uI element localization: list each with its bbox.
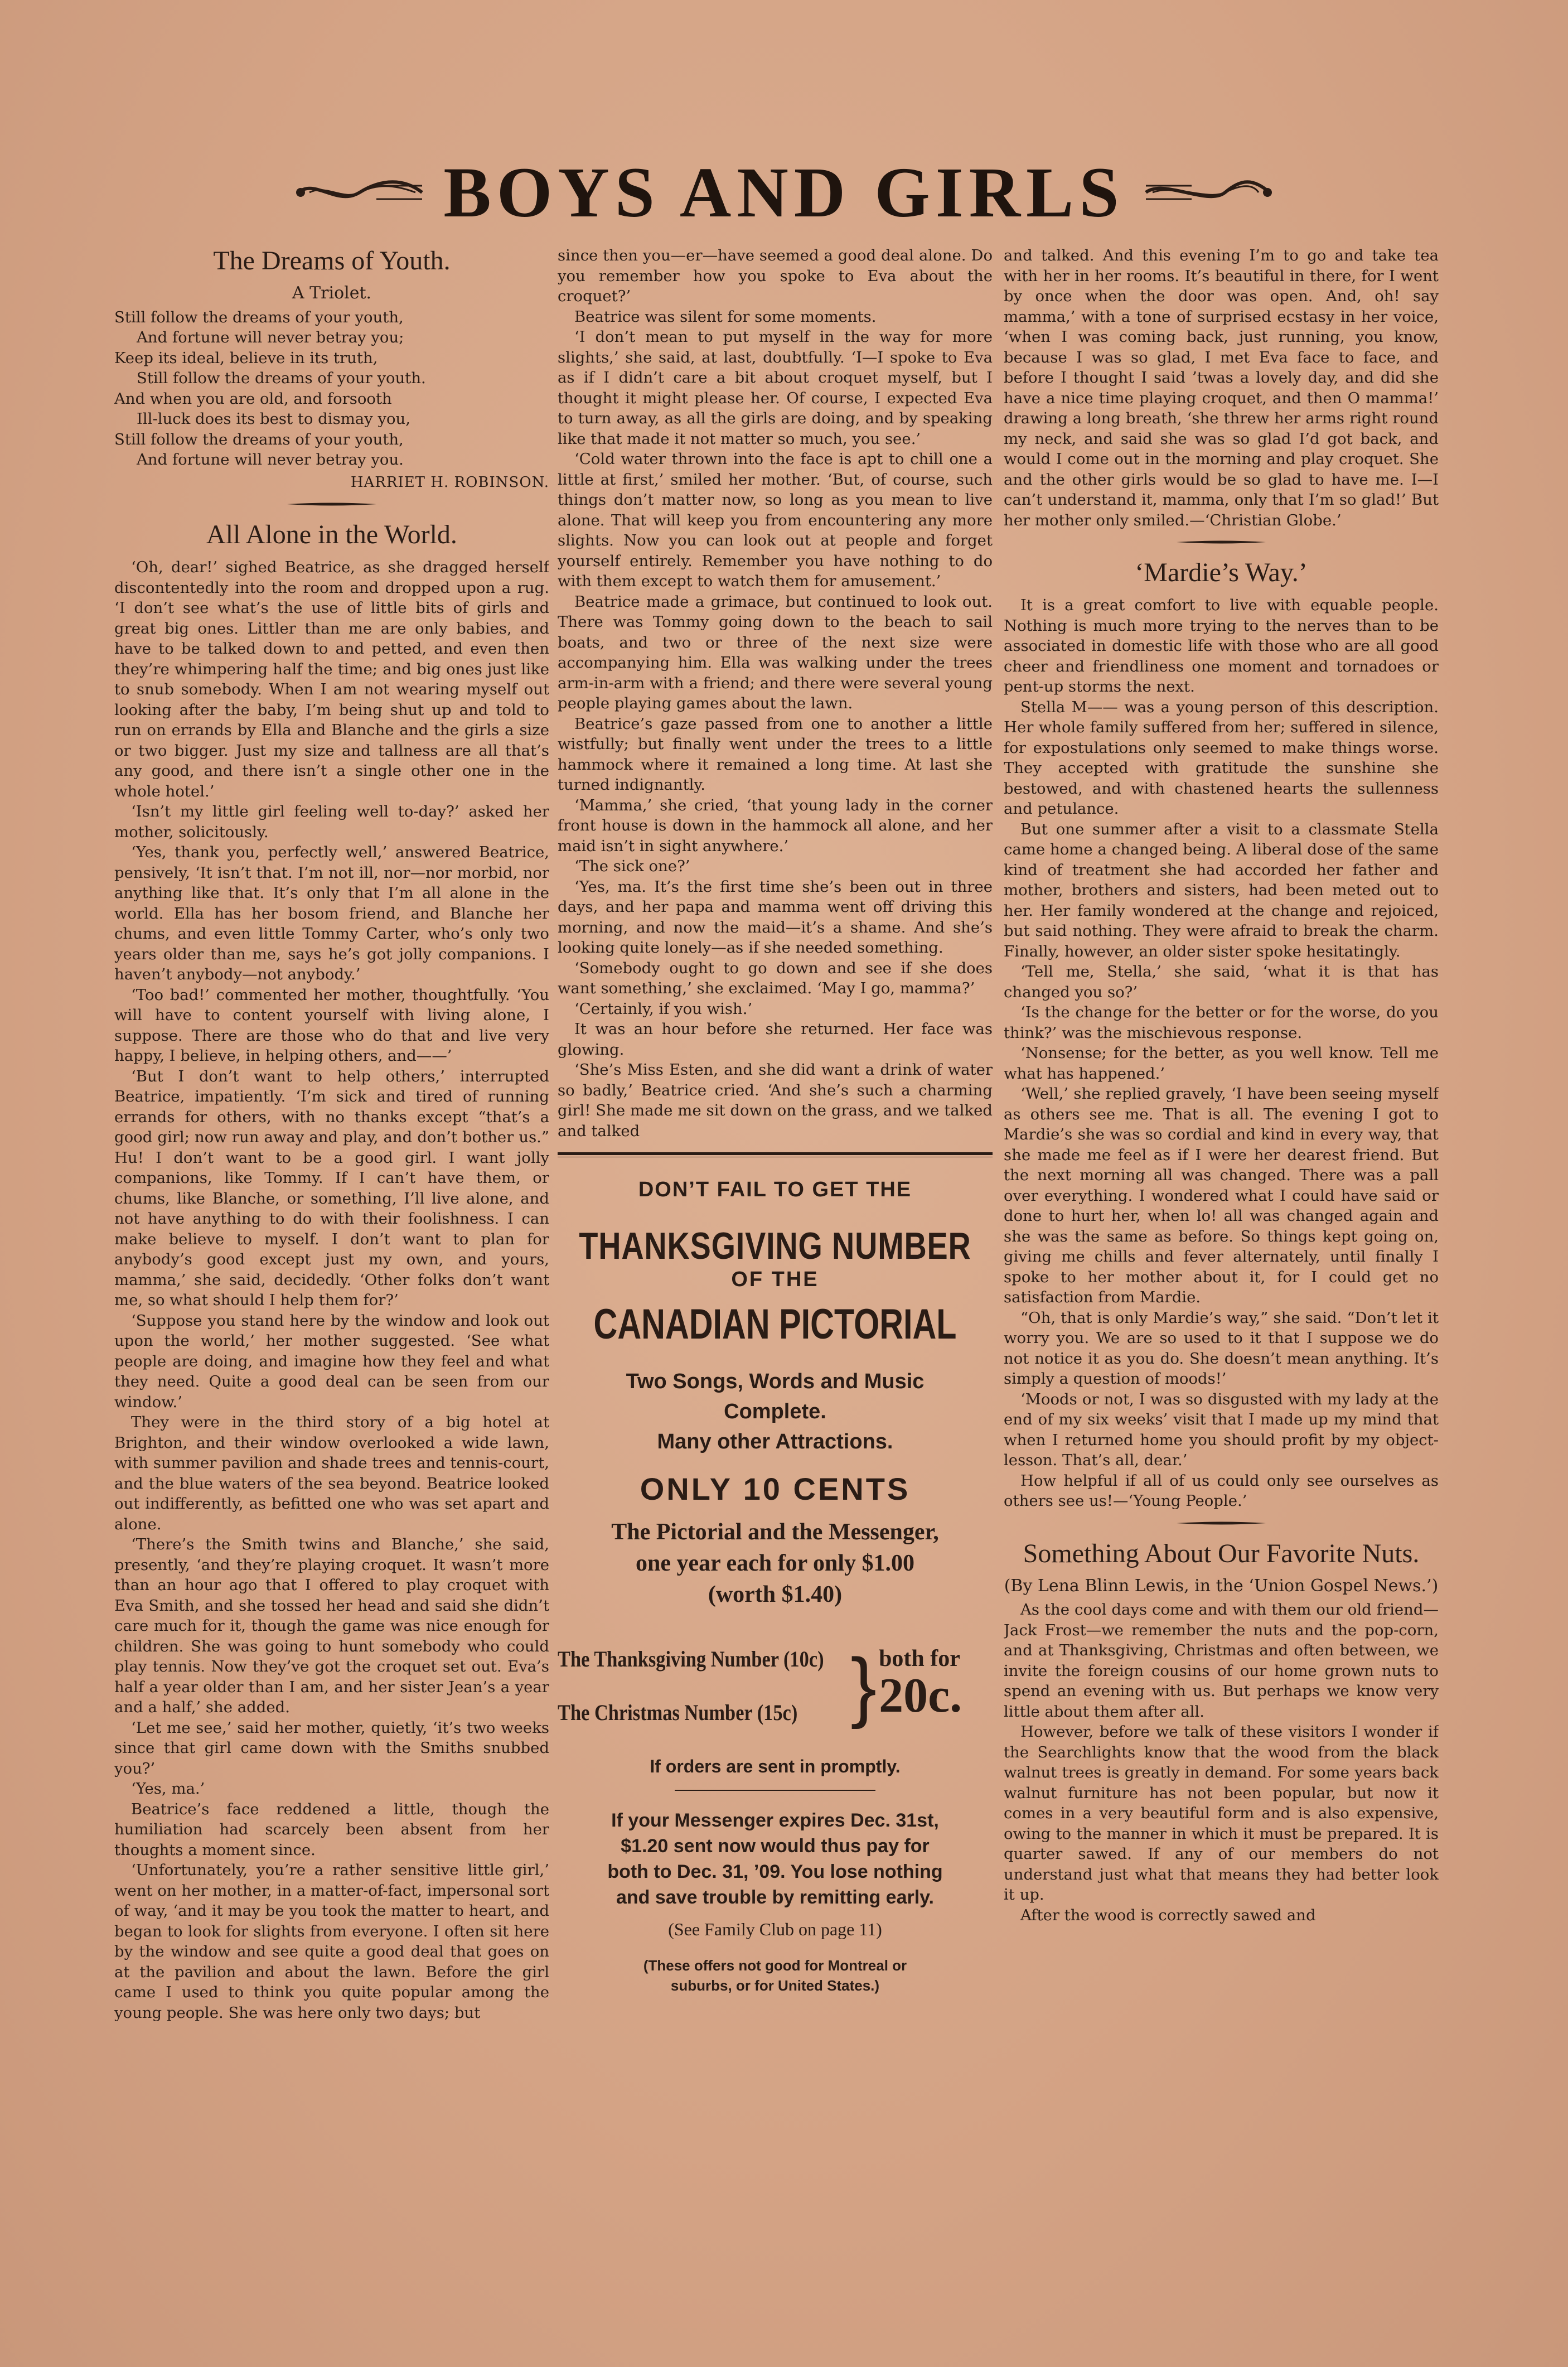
ad-renewal-line: If your Messenger expires Dec. 31st, — [611, 1810, 939, 1831]
column-1 — [114, 245, 549, 2276]
story-paragraph: Beatrice’s face reddened a little, though the humiliation had scarcely been absent from her thoughts a moment since. — [114, 1800, 549, 1859]
ad-feature-line: Many other Attractions. — [657, 1430, 893, 1453]
ad-title: THANKSGIVING NUMBER — [579, 1224, 971, 1267]
advertisement — [558, 1180, 993, 1996]
ad-both-for: both for — [879, 1646, 960, 1672]
section-divider — [1177, 1520, 1266, 1526]
story-paragraph: ‘Cold water thrown into the face is apt to chill one a little at first,’ smiled her mother. ‘But, of course, such things don’t matter now, so long as you mean to live alone. That will keep you from encountering any more slights. Now you can look out at people and forget yourself entirely. Remember you have nothing to do with them except to watch them for amusement.’ — [558, 450, 993, 590]
story-title: ‘Mardie’s Way.’ — [1135, 558, 1308, 587]
ad-features — [558, 1366, 993, 1457]
poem-line: Keep its ideal, believe in its truth, — [114, 349, 378, 367]
story-paragraph: ‘The sick one?’ — [574, 857, 690, 875]
story-paragraph: and talked. And this evening I’m to go and take tea with her in her rooms. It’s beautiful in there, for I went by once when the door was open. And, oh! say mamma,’ with a tone of surprised ecstasy in her voice, ‘when I was coming back, just running, you know, because I was so glad, I met Eva face to face, and before I thought I said ’twas a lovely day, and did she have a nice time playing croquet, and then O mamma!’ drawing a long breath, ‘she threw her arms right round my neck, and said she was so glad I’d got back, and would I come out in the morning and play croquet. She and the other girls would be so glad to have me. I—I can’t understand it, mamma, only that I’m so glad!’ But her mother only smiled.—‘Christian Globe.’ — [1004, 247, 1439, 529]
story-paragraph: ‘Suppose you stand here by the window and look out upon the world,’ her mother suggested. ‘See what people are doing, and imagine how they feel and what they need. Quite a good deal can be seen from our window.’ — [114, 1311, 549, 1411]
masthead — [0, 151, 1568, 234]
section-divider — [287, 501, 376, 507]
story-paragraph: Stella M—— was a young person of this description. Her whole family suffered from her; suffered in silence, for expostulations only seemed to make things worse. They accepted with gratitude the sunshine she bestowed, and with chastened hearts the sullenness and petulance. — [1004, 698, 1439, 818]
story-paragraph: As the cool days come and with them our old friend—Jack Frost—we remember the nuts and the pop-corn, and at Thanksgiving, Christmas and often between, we invite the foreign cousins of our home grown nuts to spend an evening with us. But perhaps we know very little about them after all. — [1004, 1601, 1439, 1721]
column-3 — [1004, 245, 1439, 2276]
ad-publication: CANADIAN PICTORIAL — [593, 1301, 957, 1348]
ad-renewal-line: both to Dec. 31, ’09. You lose nothing — [607, 1861, 943, 1882]
column-2 — [558, 245, 993, 2276]
ad-price: ONLY 10 CENTS — [640, 1471, 911, 1506]
ad-condition: If orders are sent in promptly. — [650, 1756, 901, 1776]
story-paragraph: ‘Tell me, Stella,’ she said, ‘what it is that has changed you so?’ — [1004, 963, 1439, 1001]
story-paragraph: ‘Oh, dear!’ sighed Beatrice, as she dragged herself discontentedly into the room and dropped upon a rug. ‘I don’t see what’s the use of little bits of girls and great big ones. Littler than me are only babies, and have to be talked down to and petted, and even then they’re whimpering half the time; and big ones just like to snub somebody. When I am not wearing myself out looking after the baby, I’m being shut up and told to run on errands by Ella and Blanche and the girls a size or two bigger. Just my size and tallness are all that’s any good, and there isn’t a single other one in the whole hotel.’ — [114, 558, 549, 800]
story-paragraph: Beatrice’s gaze passed from one to another a little wistfully; but finally went under the trees to a little hammock where it remained a long time. At last she turned indignantly. — [558, 714, 993, 794]
ad-offer-line: The Pictorial and the Messenger, — [611, 1519, 939, 1545]
poem-subtitle: A Triolet. — [292, 283, 372, 303]
story-paragraph: “Oh, that is only Mardie’s way,” she said. “Don’t let it worry you. We are so used to it that I suppose we do not notice it as you do. She doesn’t mean anything. It’s simply a question of moods!’ — [1004, 1308, 1439, 1388]
ad-top-rule — [558, 1152, 993, 1157]
story-title: Something About Our Favorite Nuts. — [1023, 1538, 1420, 1568]
ad-offer-line: one year each for only $1.00 — [635, 1550, 915, 1576]
ad-divider — [675, 1790, 875, 1791]
ad-combo-offer — [558, 1632, 993, 1740]
story-paragraph: ‘But I don’t want to help others,’ interrupted Beatrice, impatiently. ‘I’m sick and tired of running errands for others, with no thanks except “that’s a good girl; now run away and play, and don’t bother us.” Hu! I don’t want to be a good girl. I want jolly companions, like Tommy. If I can’t have them, or chums, like Blanche, or something, I’ll live alone, and not have anything to do with their foolishness. I can make believe to myself. I don’t want to plan for anybody’s good except just my own, and yours, mamma,’ she said, decidedly. ‘Other folks don’t want me, so what should I help them for?’ — [114, 1067, 549, 1309]
ad-feature-line: Two Songs, Words and Music — [626, 1370, 925, 1393]
poem-line: Still follow the dreams of your youth, — [114, 308, 404, 326]
ad-offer-line: (worth $1.40) — [708, 1581, 843, 1607]
ad-combo-items — [558, 1632, 824, 1740]
poem-line: Still follow the dreams of your youth, — [114, 430, 404, 448]
story-paragraph: After the wood is correctly sawed and — [1020, 1906, 1316, 1924]
story-paragraph: ‘Well,’ she replied gravely, ‘I have been seeing myself as others see me. That is all. The evening I got to Mardie’s she was so cordial and kind in every way, that she made me feel as if I were her dearest friend. But the next morning all was changed. There was a pall over everything. I wondered what I could have said or done to hurt her, when lo! all was changed again and she was the same as before. So things kept going on, giving me chills and fever alternately, until finally I spoke to her mother about it, for I could get no satisfaction from Mardie. — [1004, 1085, 1439, 1306]
story-paragraph: ‘I don’t mean to put myself in the way for more slights,’ she said, at last, doubtfully. ‘I—I spoke to Eva as if I didn’t care a bit about croquet myself, but I thought it might please her. Of course, I expected Eva to turn away, as all the girls are doing, and by speaking like that made it not matter so much, you see.’ — [558, 328, 993, 448]
story-paragraph: They were in the third story of a big hotel at Brighton, and their window overlooked a wide lawn, with summer pavilion and shade trees and tennis-court, and the blue waters of the sea beyond. Beatrice looked out indifferently, as befitted one who was set apart and alone. — [114, 1413, 549, 1533]
poem-line: Ill-luck does its best to dismay you, — [137, 410, 410, 428]
story-paragraph: ‘She’s Miss Esten, and she did want a drink of water so badly,’ Beatrice cried. ‘And she’s such a charming girl! She made me sit down on the grass, and we talked and talked — [558, 1061, 993, 1140]
story-paragraph: ‘Let me see,’ said her mother, quietly, ‘it’s two weeks since that girl came down with the Smiths snubbed you?’ — [114, 1718, 549, 1777]
story-paragraph: ‘Too bad!’ commented her mother, thoughtfully. ‘You will have to content yourself with living alone, I suppose. There are those who do that and live very happy, I believe, in helping others, and——’ — [114, 986, 549, 1065]
right-flourish-ornament — [1141, 176, 1275, 209]
story-paragraph: It is a great comfort to live with equable people. Nothing is much more trying to the nerves than to be associated in domestic life with those who are all good cheer and friendliness one moment and tornadoes or pent-up storms the next. — [1004, 596, 1439, 695]
ad-renewal-line: $1.20 sent now would thus pay for — [621, 1835, 930, 1857]
story-paragraph: ‘Mamma,’ she cried, ‘that young lady in the corner front house is down in the hammock all alone, and her maid isn’t in sight anywhere.’ — [558, 796, 993, 855]
story-title: All Alone in the World. — [206, 520, 457, 549]
poem-verse — [114, 307, 549, 470]
story-paragraph: Beatrice made a grimace, but continued to look out. There was Tommy going down to the beach to sail boats, and two or three of the next size were accompanying him. Ella was walking under the trees arm-in-arm with a friend; and there were several young people playing games about the lawn. — [558, 592, 993, 712]
story-paragraph: since then you—er—have seemed a good deal alone. Do you remember how you spoke to Eva about the croquet?’ — [558, 247, 993, 305]
section-divider — [1177, 539, 1266, 545]
ad-renewal-note — [558, 1808, 993, 1910]
brace-glyph: } — [850, 1641, 877, 1730]
ad-renewal-line: and save trouble by remitting early. — [616, 1887, 934, 1908]
story-paragraph: ‘Nonsense; for the better, as you well know. Tell me what has happened.’ — [1004, 1044, 1439, 1083]
ad-offer — [558, 1516, 993, 1610]
ad-combo-amount: 20c. — [879, 1668, 962, 1723]
story-paragraph: ‘Yes, ma.’ — [131, 1780, 205, 1798]
story-paragraph: ‘Certainly, if you wish.’ — [574, 999, 753, 1018]
poem-line: Still follow the dreams of your youth. — [137, 369, 426, 387]
ad-see-page: (See Family Club on page 11) — [668, 1919, 882, 1939]
poem-title: The Dreams of Youth. — [213, 246, 451, 276]
poem-line: And when you are old, and forsooth — [114, 389, 392, 408]
ad-feature-line: Complete. — [724, 1400, 826, 1423]
story-paragraph: However, before we talk of these visitors I wonder if the Searchlights know that the wood from the black walnut trees is greatly in demand. For some years back walnut furniture has not been popular, but now it comes in a very beautiful form and is also expensive, owing to the manner in which it must be prepared. It is quarter sawed. If any of our members do not understand just what that means they had better look it up. — [1004, 1723, 1439, 1904]
poem-line: And fortune will never betray you. — [137, 451, 404, 468]
story-byline: (By Lena Blinn Lewis, in the ‘Union Gospel News.’) — [1004, 1576, 1439, 1596]
ad-of-the: OF THE — [731, 1267, 819, 1291]
story-paragraph: ‘Yes, thank you, perfectly well,’ answered Beatrice, pensively, ‘It isn’t that. I’m not ill, nor—nor morbid, nor anything like that. It’s only that I’m all alone in the world. Ella has her bosom friend, and Blanche her chums, and even little Tommy Carter, who’s only two years older than me, says he’s got jolly companions. I haven’t anybody—not anybody.’ — [114, 843, 549, 983]
ad-disclaimer-line: (These offers not good for Montreal or — [643, 1957, 907, 1974]
story-paragraph: ‘There’s the Smith twins and Blanche,’ she said, presently, ‘and they’re playing croquet. It wasn’t more than an hour ago that I offered to play croquet with Eva Smith, and she tossed her head and said she didn’t care much for it, though the game was nice enough for children. She was going to hunt somebody who could play tennis. Now they’ve got the croquet set out. Eva’s half a year older than I am, and her sister Jean’s a year and a half,’ she added. — [114, 1535, 549, 1716]
story-paragraph: It was an hour before she returned. Her face was glowing. — [558, 1020, 993, 1059]
ad-combo-item: The Thanksgiving Number (10c) — [558, 1646, 824, 1672]
story-paragraph: But one summer after a visit to a classmate Stella came home a changed being. A liberal dose of the same kind of treatment she had accorded her father and mother, brothers and sisters, had been meted out to her. Her family wondered at the change and rejoiced, but said nothing. They were afraid to break the charm. Finally, however, an older sister spoke hesitatingly. — [1004, 820, 1439, 960]
story-paragraph: ‘Yes, ma. It’s the first time she’s been out in three days, and her papa and mamma went off driving this morning, and now the maid—it’s a shame. And she’s looking quite lonely—as if she needed something. — [558, 877, 993, 957]
ad-headline: DON’T FAIL TO GET THE — [638, 1178, 912, 1201]
story-paragraph: ‘Unfortunately, you’re a rather sensitive little girl,’ went on her mother, in a matter-of-fact, impersonal sort of way, ‘and it may be you took the matter to heart, and began to look for slights from everyone. I often sit here by the window and see quite a good deal that goes on at the pavilion and about the lawn. Before the girl came I used to think you quite popular among the young people. She was here only two days; but — [114, 1861, 549, 2022]
poem-author: HARRIET H. ROBINSON. — [350, 474, 549, 491]
section-title: BOYS AND GIRLS — [443, 152, 1125, 232]
story-paragraph: ‘Isn’t my little girl feeling well to-day?’ asked her mother, solicitously. — [114, 803, 549, 841]
poem-line: And fortune will never betray you; — [137, 329, 404, 346]
ad-disclaimer — [558, 1955, 993, 1996]
story-paragraph: ‘Somebody ought to go down and see if she does want something,’ she exclaimed. ‘May I go, mamma?’ — [558, 959, 993, 997]
story-paragraph: ‘Is the change for the better or for the worse, do you think?’ was the mischievous response. — [1004, 1003, 1439, 1042]
ad-combo-item: The Christmas Number (15c) — [558, 1699, 798, 1725]
ad-combo-price — [879, 1646, 962, 1723]
ad-disclaimer-line: suburbs, or for United States.) — [670, 1977, 880, 1994]
left-flourish-ornament — [293, 176, 427, 209]
story-paragraph: Beatrice was silent for some moments. — [574, 307, 877, 326]
story-paragraph: ‘Moods or not, I was so disgusted with my lady at the end of my six weeks’ visit that I made up my mind that when I returned home you should profit by my object-lesson. That’s all, dear.’ — [1004, 1390, 1439, 1469]
story-paragraph: How helpful if all of us could only see ourselves as others see us!—‘Young People.’ — [1004, 1471, 1439, 1510]
